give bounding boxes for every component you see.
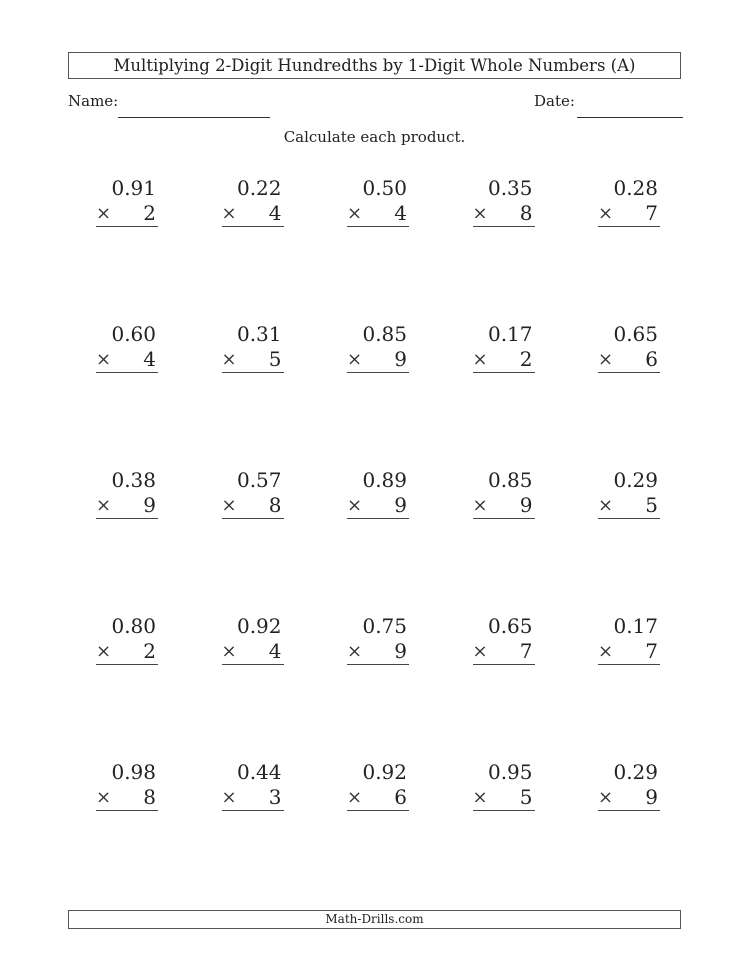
multiplicand: 0.44 [236,760,282,784]
problem-grid [96,176,660,906]
multiplier: 6 [394,785,407,809]
answer-line [598,347,660,373]
answer-line [222,347,284,373]
answer-line [347,201,409,227]
problem [473,176,535,322]
problem [96,322,158,468]
answer-line [347,639,409,665]
answer-line [598,639,660,665]
date-label: Date: [534,92,575,110]
times-operator: × [598,787,614,808]
answer-line [347,347,409,373]
answer-line [473,639,535,665]
multiplier: 9 [394,347,407,371]
multiplicand: 0.92 [362,760,407,784]
times-operator: × [221,641,237,662]
answer-line [96,347,158,373]
problem [598,760,660,906]
multiplicand: 0.65 [613,322,658,346]
multiplier: 7 [645,639,658,663]
problem [347,322,409,468]
problem [96,468,158,614]
multiplicand: 0.95 [487,760,533,784]
times-operator: × [347,495,363,516]
multiplicand: 0.17 [487,322,533,346]
multiplier: 8 [268,493,282,517]
multiplier: 5 [268,347,282,371]
problem [222,614,284,760]
multiplier: 9 [143,493,156,517]
answer-line [598,201,660,227]
multiplier: 9 [394,639,407,663]
multiplier: 7 [519,639,533,663]
problem [598,614,660,760]
multiplier: 4 [268,639,282,663]
multiplier: 4 [143,347,156,371]
times-operator: × [96,203,112,224]
times-operator: × [472,641,488,662]
multiplier: 9 [394,493,407,517]
name-label: Name: [68,92,119,110]
answer-line [598,493,660,519]
multiplicand: 0.57 [236,468,282,492]
multiplier: 7 [645,201,658,225]
multiplicand: 0.80 [111,614,156,638]
multiplicand: 0.31 [236,322,282,346]
answer-line [473,785,535,811]
multiplier: 4 [268,201,282,225]
problem [222,468,284,614]
problem [96,760,158,906]
times-operator: × [347,349,363,370]
multiplicand: 0.92 [236,614,282,638]
multiplicand: 0.35 [487,176,533,200]
answer-line [96,639,158,665]
problem [222,322,284,468]
multiplicand: 0.85 [487,468,533,492]
problem [347,468,409,614]
multiplicand: 0.89 [362,468,407,492]
multiplier: 9 [519,493,533,517]
answer-line [347,785,409,811]
multiplier: 3 [268,785,282,809]
times-operator: × [347,203,363,224]
answer-line [473,201,535,227]
problem [222,176,284,322]
multiplier: 8 [143,785,156,809]
problem [473,614,535,760]
problem [347,614,409,760]
multiplicand: 0.29 [613,468,658,492]
multiplicand: 0.98 [111,760,156,784]
times-operator: × [347,641,363,662]
times-operator: × [598,203,614,224]
date-field[interactable] [577,117,683,118]
times-operator: × [96,349,112,370]
multiplier: 4 [394,201,407,225]
problem [222,760,284,906]
times-operator: × [347,787,363,808]
answer-line [96,493,158,519]
answer-line [222,493,284,519]
times-operator: × [221,203,237,224]
times-operator: × [598,641,614,662]
multiplier: 6 [645,347,658,371]
problem [473,322,535,468]
multiplicand: 0.91 [111,176,156,200]
problem [347,760,409,906]
multiplicand: 0.60 [111,322,156,346]
times-operator: × [598,349,614,370]
answer-line [347,493,409,519]
multiplier: 2 [143,201,156,225]
answer-line [473,347,535,373]
answer-line [598,785,660,811]
multiplier: 5 [645,493,658,517]
answer-line [222,201,284,227]
times-operator: × [472,787,488,808]
answer-line [222,785,284,811]
multiplier: 2 [519,347,533,371]
times-operator: × [221,495,237,516]
problem [598,176,660,322]
multiplicand: 0.38 [111,468,156,492]
problem [347,176,409,322]
multiplicand: 0.22 [236,176,282,200]
multiplicand: 0.29 [613,760,658,784]
multiplicand: 0.85 [362,322,407,346]
times-operator: × [96,495,112,516]
problem [96,176,158,322]
multiplier: 5 [519,785,533,809]
answer-line [96,201,158,227]
problem [473,468,535,614]
multiplicand: 0.17 [613,614,658,638]
multiplier: 2 [143,639,156,663]
multiplicand: 0.65 [487,614,533,638]
answer-line [473,493,535,519]
instruction: Calculate each product. [283,128,466,146]
multiplier: 8 [519,201,533,225]
problem [96,614,158,760]
times-operator: × [472,495,488,516]
times-operator: × [598,495,614,516]
multiplier: 9 [645,785,658,809]
answer-line [222,639,284,665]
times-operator: × [96,641,112,662]
times-operator: × [472,203,488,224]
problem [598,322,660,468]
problem [598,468,660,614]
name-field[interactable] [118,117,270,118]
times-operator: × [96,787,112,808]
times-operator: × [472,349,488,370]
times-operator: × [221,349,237,370]
multiplicand: 0.75 [362,614,407,638]
footer: Math-Drills.com [68,910,681,929]
worksheet-title: Multiplying 2-Digit Hundredths by 1-Digit Whole Numbers (A) [68,52,681,79]
problem [473,760,535,906]
multiplicand: 0.50 [362,176,407,200]
times-operator: × [221,787,237,808]
multiplicand: 0.28 [613,176,658,200]
answer-line [96,785,158,811]
